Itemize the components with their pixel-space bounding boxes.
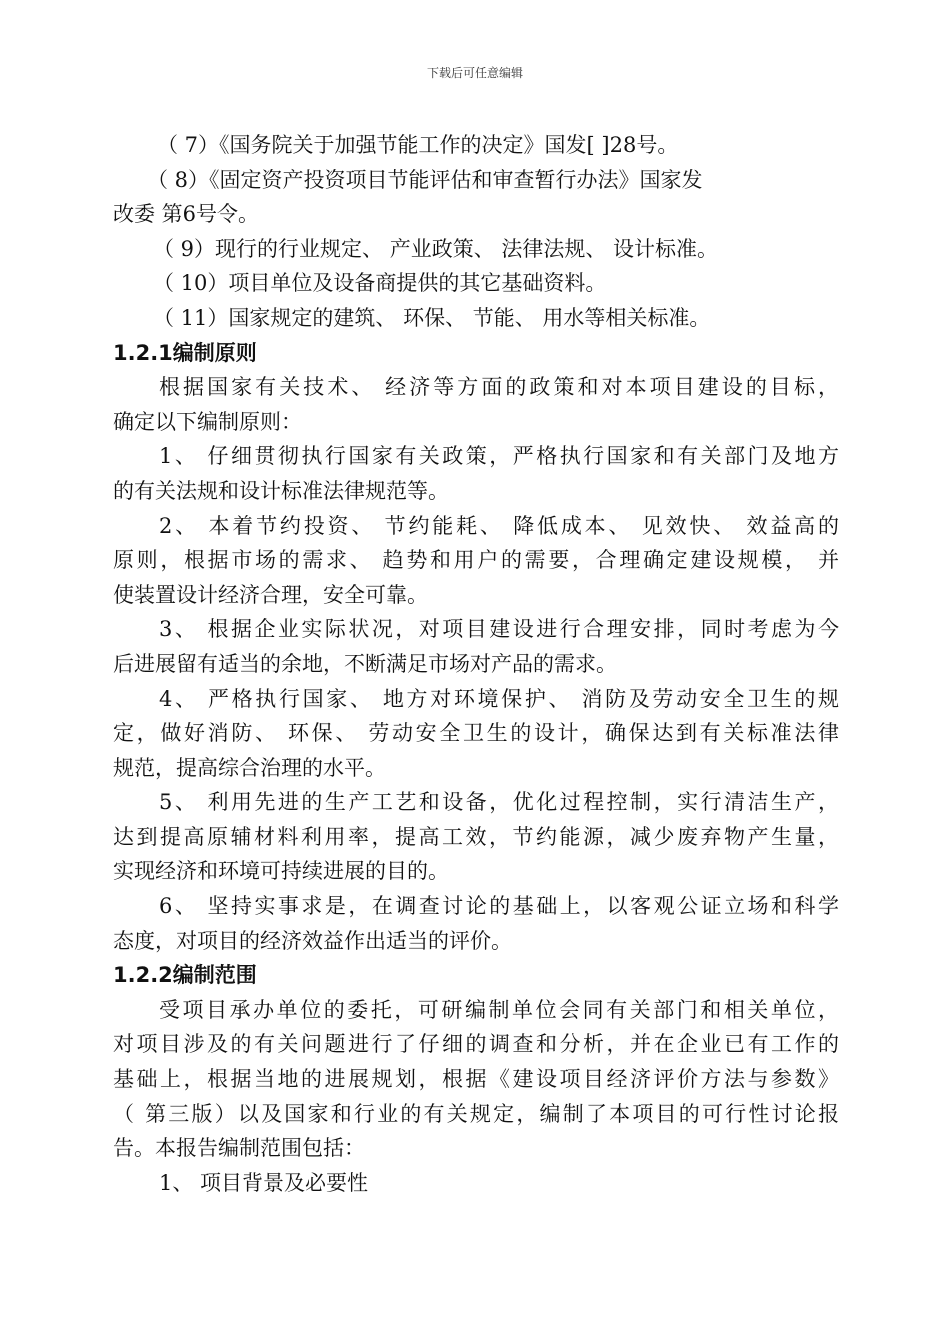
- reference-item-9: （ 9）现行的行业规定、 产业政策、 法律法规、 设计标准。: [153, 236, 719, 261]
- principle-3: 3、 根据企业实际状况，对项目建设进行合理安排，同时考虑为今: [159, 617, 839, 642]
- principle-2: 2、 本着节约投资、 节约能耗、 降低成本、 见效快、 效益高的: [159, 513, 839, 538]
- paragraph-line: 确定以下编制原则：: [113, 409, 302, 434]
- paragraph-line: （ 第三版）以及国家和行业的有关规定，编制了本项目的可行性讨论报: [113, 1101, 839, 1126]
- principle-4: 4、 严格执行国家、 地方对环境保护、 消防及劳动安全卫生的规: [159, 686, 839, 711]
- paragraph-line: 对项目涉及的有关问题进行了仔细的调查和分析，并在企业已有工作的: [113, 1032, 839, 1057]
- paragraph-line: 达到提高原辅材料利用率，提高工效，节约能源，减少废弃物产生量，: [113, 824, 839, 849]
- paragraph-line: 后进展留有适当的余地，不断满足市场对产品的需求。: [113, 651, 617, 676]
- paragraph-line: 根据国家有关技术、 经济等方面的政策和对本项目建设的目标，: [159, 375, 839, 400]
- principle-6: 6、 坚持实事求是，在调查讨论的基础上，以客观公证立场和科学: [159, 894, 839, 919]
- paragraph-line: 态度，对项目的经济效益作出适当的评价。: [113, 928, 512, 953]
- paragraph-line: 实现经济和环境可持续进展的目的。: [113, 859, 449, 884]
- section-heading-scope: 1.2.2编制范围: [113, 963, 257, 988]
- reference-item-11: （ 11）国家规定的建筑、 环保、 节能、 用水等相关标准。: [153, 305, 711, 330]
- paragraph-line: 告。本报告编制范围包括：: [113, 1136, 365, 1161]
- paragraph-line: 原则，根据市场的需求、 趋势和用户的需要，合理确定建设规模， 并: [113, 548, 839, 573]
- reference-item-10: （ 10）项目单位及设备商提供的其它基础资料。: [153, 271, 607, 296]
- principle-1: 1、 仔细贯彻执行国家有关政策，严格执行国家和有关部门及地方: [159, 444, 839, 469]
- page-header: 下载后可任意编辑: [426, 66, 523, 80]
- principle-5: 5、 利用先进的生产工艺和设备，优化过程控制，实行清洁生产，: [159, 790, 839, 815]
- paragraph-line: 规范，提高综合治理的水平。: [113, 755, 386, 780]
- paragraph-line: 基础上，根据当地的进展规划，根据《建设项目经济评价方法与参数》: [113, 1067, 839, 1092]
- section-heading-principles: 1.2.1编制原则: [113, 340, 257, 365]
- reference-item-8: （ 8）《固定资产投资项目节能评估和审查暂行办法》国家发: [147, 167, 703, 192]
- document-body: [113, 128, 839, 1200]
- paragraph-line: 的有关法规和设计标准法律规范等。: [113, 478, 449, 503]
- scope-item-1: 1、 项目背景及必要性: [159, 1170, 369, 1195]
- paragraph-line: 定，做好消防、 环保、 劳动安全卫生的设计，确保达到有关标准法律: [113, 721, 839, 746]
- reference-item-7: （ 7）《国务院关于加强节能工作的决定》国发[ ]28号。: [157, 133, 679, 157]
- paragraph-line: 受项目承办单位的委托，可研编制单位会同有关部门和相关单位，: [159, 997, 839, 1022]
- paragraph-line: 使装置设计经济合理，安全可靠。: [113, 582, 428, 607]
- reference-item-8-cont: 改委 第6号令。: [113, 202, 260, 227]
